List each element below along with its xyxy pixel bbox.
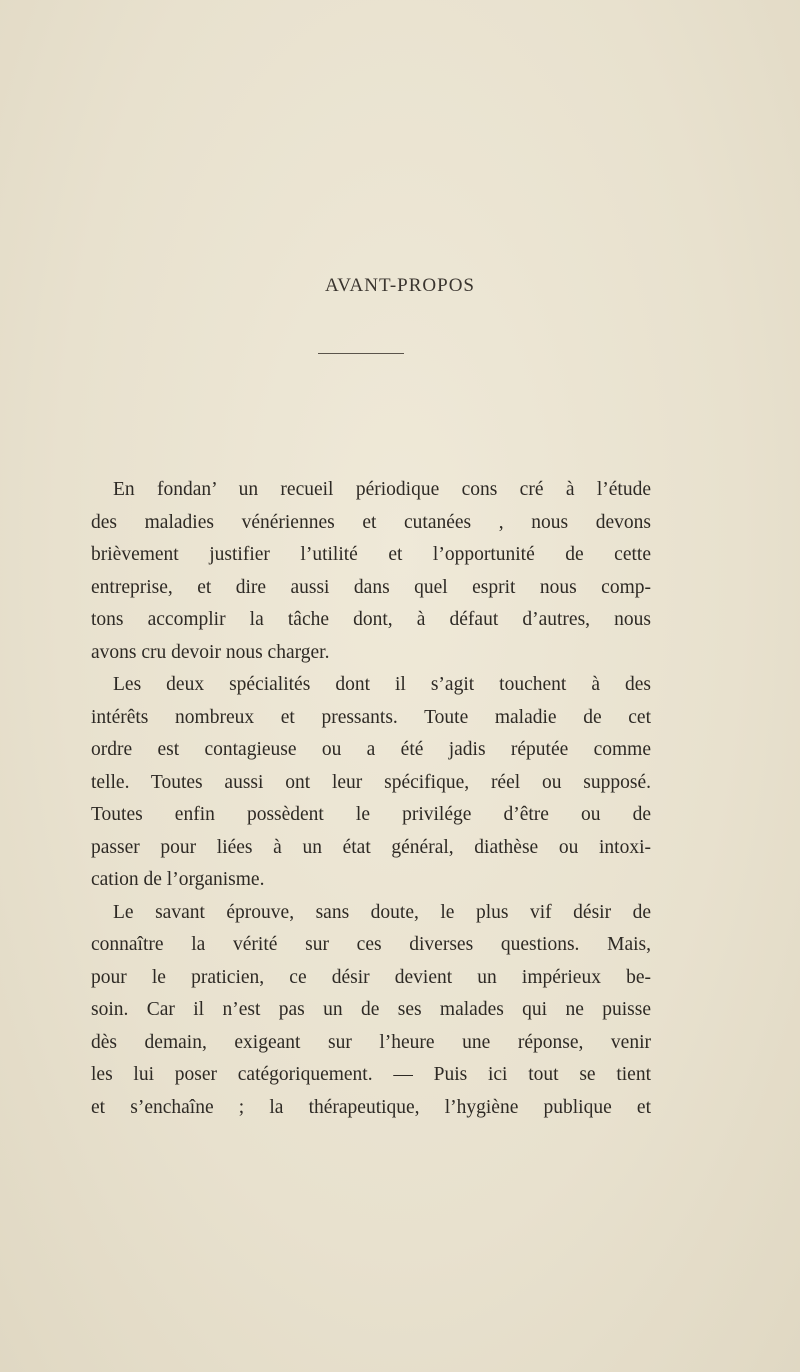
body-text bbox=[91, 474, 651, 1124]
text-line: soin. Car il n’est pas un de ses malades qui ne puisse bbox=[91, 999, 651, 1020]
text-line: Les deux spécialités dont il s’agit touchent à des bbox=[113, 674, 651, 695]
text-line: des maladies vénériennes et cutanées , nous devons bbox=[91, 511, 651, 533]
text-line: pour le praticien, ce désir devient un impérieux be- bbox=[91, 966, 651, 988]
text-line: telle. Toutes aussi ont leur spécifique, réel ou supposé. bbox=[91, 771, 651, 793]
text-line: tons accomplir la tâche dont, à défaut d’autres, nous bbox=[91, 609, 651, 630]
text-line: avons cru devoir nous charger. bbox=[91, 641, 330, 663]
text-line: entreprise, et dire aussi dans quel esprit nous comp- bbox=[91, 576, 651, 598]
text-line: Le savant éprouve, sans doute, le plus vif désir de bbox=[113, 901, 651, 923]
text-line: Toutes enfin possèdent le privilége d’être ou de bbox=[91, 804, 651, 825]
text-line: les lui poser catégoriquement. — Puis ici tout se tient bbox=[91, 1064, 651, 1085]
text-line: et s’enchaîne ; la thérapeutique, l’hygiène publique et bbox=[91, 1096, 651, 1118]
text-line: cation de l’organisme. bbox=[91, 869, 265, 890]
text-line: passer pour liées à un état général, diathèse ou intoxi- bbox=[91, 836, 651, 858]
text-line: brièvement justifier l’utilité et l’opportunité de cette bbox=[91, 544, 651, 565]
title-rule bbox=[318, 353, 404, 354]
text-line: connaître la vérité sur ces diverses questions. Mais, bbox=[91, 934, 651, 955]
text-line: intérêts nombreux et pressants. Toute maladie de cet bbox=[91, 706, 651, 728]
text-line: dès demain, exigeant sur l’heure une réponse, venir bbox=[91, 1031, 651, 1053]
page-title: AVANT-PROPOS bbox=[325, 275, 475, 296]
text-line: En fondan’ un recueil périodique cons cré à l’étude bbox=[113, 479, 651, 500]
text-line: ordre est contagieuse ou a été jadis réputée comme bbox=[91, 739, 651, 760]
